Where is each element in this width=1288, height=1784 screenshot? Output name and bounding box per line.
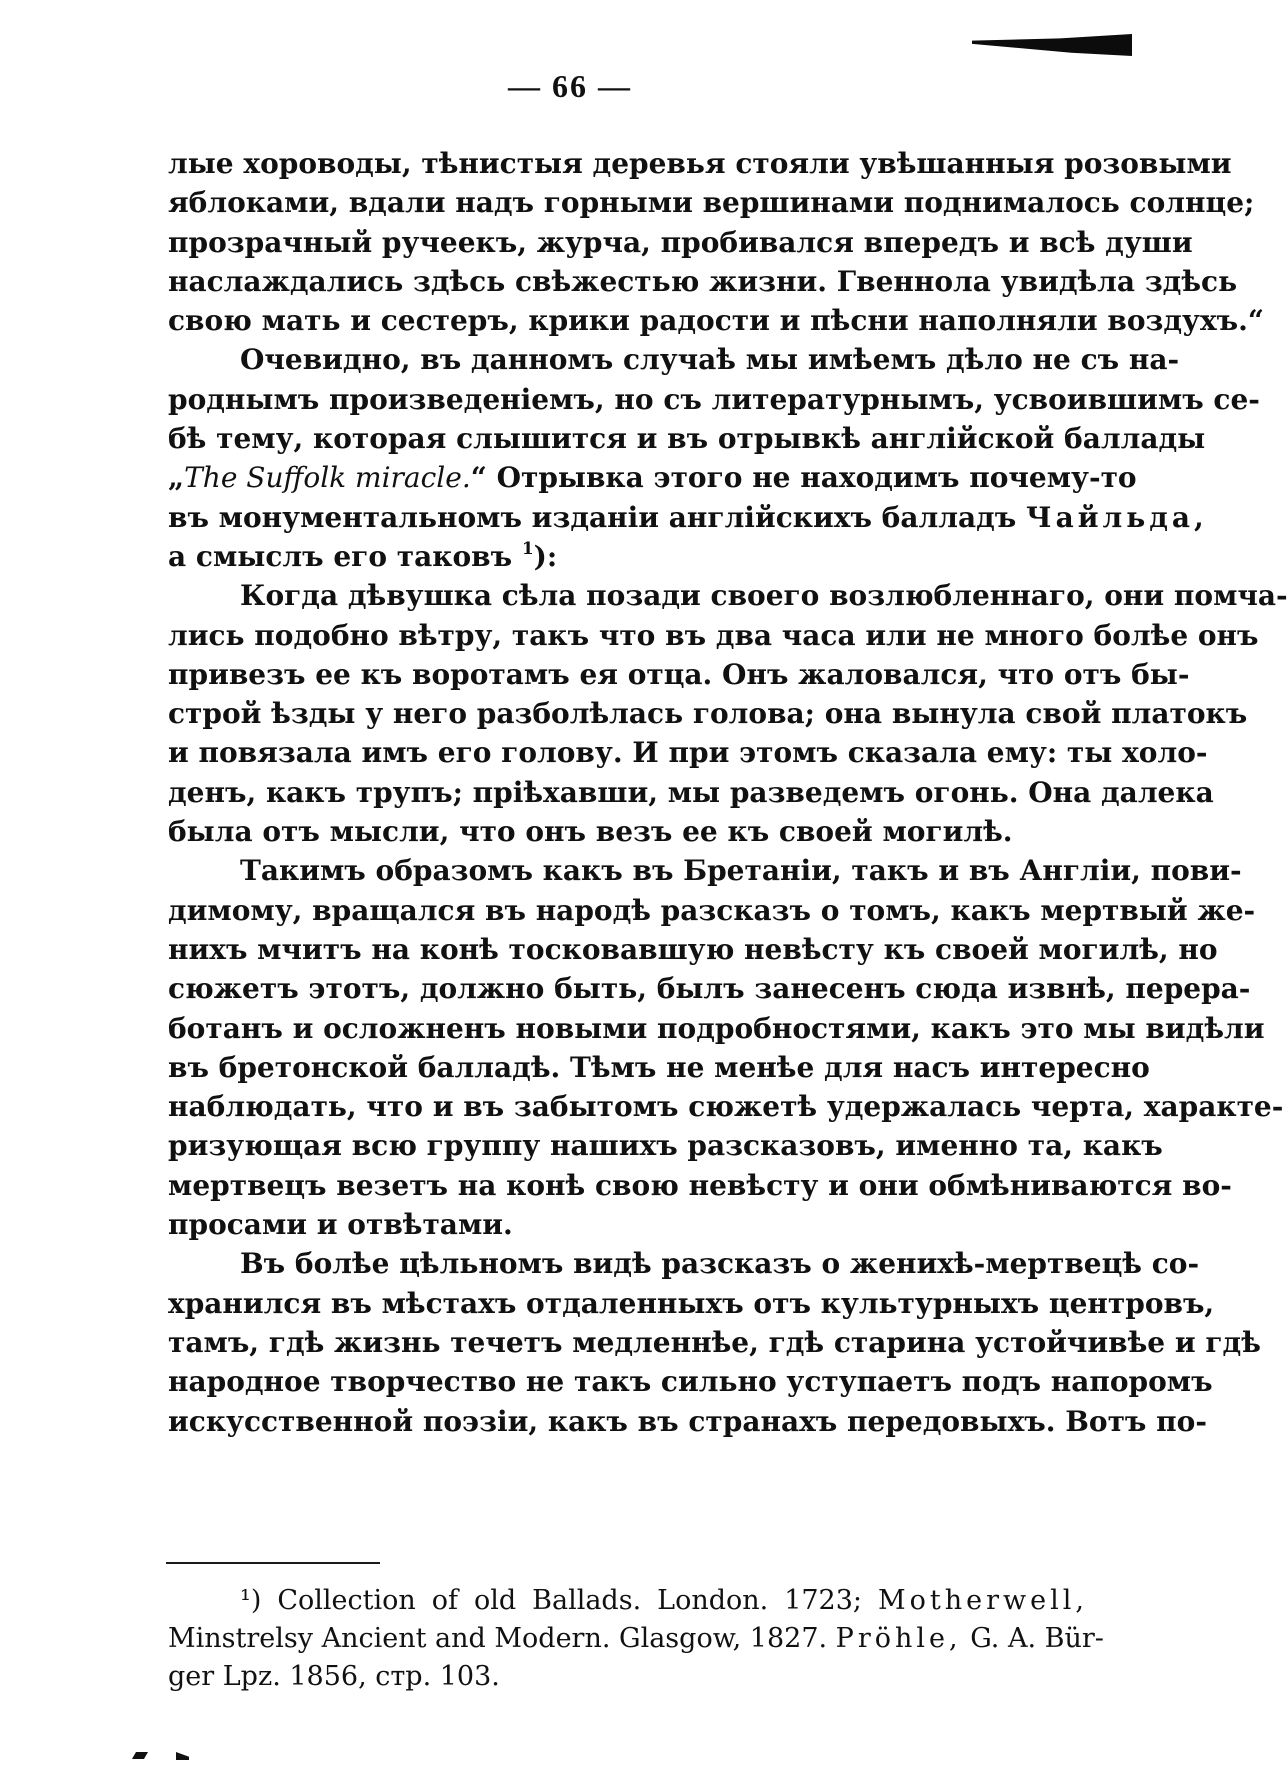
text-line: въ монументальномъ изданіи англійскихъ балладъ Чайльда,: [168, 500, 1208, 534]
text-line: Когда дѣвушка сѣла позади своего возлюбленнаго, они помча-: [240, 579, 1288, 613]
text-line: лись подобно вѣтру, такъ что въ два часа или не много болѣе онъ: [168, 618, 1259, 652]
ballad-title: „The Suffolk miracle.“: [168, 461, 487, 495]
text-line: въ бретонской балладѣ. Тѣмъ не менѣе для насъ интересно: [168, 1050, 1150, 1084]
text-line: тамъ, гдѣ жизнь течетъ медленнѣе, гдѣ старина устойчивѣе и гдѣ: [168, 1325, 1261, 1359]
text-line: искусственной поэзіи, какъ въ странахъ передовыхъ. Вотъ по-: [168, 1404, 1207, 1438]
text-line: просами и отвѣтами.: [168, 1208, 513, 1242]
text-line: наблюдать, что и въ забытомъ сюжетѣ удержалась черта, характе-: [168, 1090, 1284, 1124]
footnote-line: Minstrelsy Ancient and Modern. Glasgow, 1827. Pröhle, G. A. Bür-: [168, 1623, 1104, 1654]
text-line: бѣ тему, которая слышится и въ отрывкѣ англійской баллады: [168, 422, 1206, 456]
text-line: свою мать и сестеръ, крики радости и пѣсни наполняли воздухъ.“: [168, 304, 1264, 338]
text-line: Очевидно, въ данномъ случаѣ мы имѣемъ дѣло не съ на-: [240, 343, 1180, 377]
text-line: хранился въ мѣстахъ отдаленныхъ отъ культурныхъ центровъ,: [168, 1286, 1215, 1320]
footnote-reference: 1: [521, 538, 534, 559]
footnote-divider: [166, 1562, 380, 1564]
footnote-marker: ¹): [240, 1585, 262, 1616]
text-line: народное творчество не такъ сильно уступаетъ подъ напоромъ: [168, 1365, 1213, 1399]
text-line: Такимъ образомъ какъ въ Бретаніи, такъ и въ Англіи, пови-: [240, 854, 1242, 888]
scan-edge-mark: [972, 34, 1132, 56]
main-text: [168, 144, 1288, 1441]
text-line: строй ѣзды у него разболѣлась голова; она вынула свой платокъ: [168, 697, 1248, 731]
author-name: Чайльда,: [1026, 500, 1208, 534]
text-line: наслаждались здѣсь свѣжестью жизни. Гвеннола увидѣла здѣсь: [168, 264, 1238, 298]
text-line: ризующая всю группу нашихъ разсказовъ, именно та, какъ: [168, 1129, 1163, 1163]
text-line: а смыслъ его таковъ $^1$):: [168, 538, 558, 573]
text-line: была отъ мысли, что онъ везъ ее къ своей могилѣ.: [168, 815, 1013, 849]
text-line: денъ, какъ трупъ; пріѣхавши, мы разведемъ огонь. Она далека: [168, 775, 1214, 809]
text-line: „The Suffolk miracle.“ Отрывка этого не находимъ почему-то: [168, 461, 1137, 495]
text-line: роднымъ произведеніемъ, но съ литературнымъ, усвоившимъ се-: [168, 382, 1260, 416]
text-line: яблоками, вдали надъ горными вершинами поднималось солнце;: [168, 186, 1255, 220]
scan-speck: [132, 1752, 148, 1759]
scan-speck: [176, 1752, 189, 1760]
text-line: и повязала имъ его голову. И при этомъ сказала ему: ты холо-: [168, 736, 1208, 770]
text-line: димому, вращался въ народѣ разсказъ о томъ, какъ мертвый же-: [168, 893, 1256, 927]
page-number: — 66 —: [508, 68, 632, 104]
text-line: мертвецъ везетъ на конѣ свою невѣсту и они обмѣниваются во-: [168, 1168, 1232, 1202]
footnote: [168, 1582, 1104, 1696]
text-line: лые хороводы, тѣнистыя деревья стояли увѣшанныя розовыми: [168, 147, 1232, 180]
text-line: Въ болѣе цѣльномъ видѣ разсказъ о женихѣ-мертвецѣ со-: [240, 1247, 1200, 1281]
text-line: прозрачный ручеекъ, журча, пробивался впередъ и всѣ души: [168, 225, 1193, 259]
text-line: нихъ мчитъ на конѣ тосковавшую невѣсту къ своей могилѣ, но: [168, 932, 1218, 966]
text-line: ботанъ и осложненъ новыми подробностями, какъ это мы видѣли: [168, 1011, 1265, 1045]
text-line: привезъ ее къ воротамъ ея отца. Онъ жаловался, что отъ бы-: [168, 657, 1190, 691]
footnote-line: ger Lpz. 1856, стр. 103.: [168, 1661, 500, 1692]
footnote-line: ¹) Collection of old Ballads. London. 1723; Motherwell,: [240, 1585, 1088, 1616]
text-line: сюжетъ этотъ, должно быть, былъ занесенъ сюда извнѣ, перера-: [168, 972, 1251, 1006]
